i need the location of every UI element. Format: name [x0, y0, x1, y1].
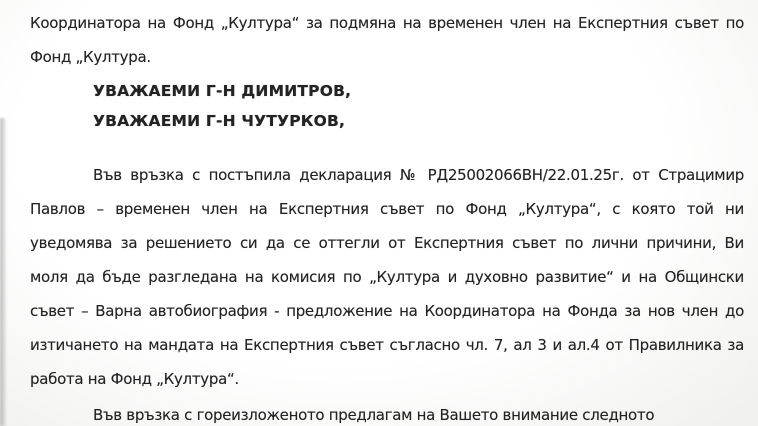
paragraph1-line-1: Във връзка с постъпила декларация № РД25002066ВН/22.01.25г. от Страцимир: [93, 166, 744, 184]
paragraph1-line-3: уведомява за решението си да се оттегли от Експертния съвет по лични причини, Ви: [30, 234, 744, 252]
paragraph1-line-6: изтичането на мандата на Експертния съвет съгласно чл. 7, ал 3 и ал.4 от Правилника за: [30, 336, 744, 354]
salutation-chuturkov: УВАЖАЕМИ Г-Н ЧУТУРКОВ,: [93, 112, 346, 130]
paragraph1-line-7: работа на Фонд „Култура“.: [30, 370, 239, 388]
page-edge-shadow: [0, 118, 7, 426]
intro-line-1: Координатора на Фонд „Култура“ за подмяна на временен член на Експертния съвет по: [30, 14, 744, 32]
body-paragraph-2: [30, 398, 744, 426]
intro-block: [30, 6, 744, 74]
body-paragraph-1: [30, 158, 744, 396]
intro-line-2: Фонд „Култура.: [30, 48, 151, 66]
paragraph1-line-4: моля да бъде разгледана на комисия по „Култура и духовно развитие“ и на Общински: [30, 268, 744, 286]
paragraph2-line-1: Във връзка с гореизложеното предлагам на Вашето внимание следното: [93, 406, 655, 424]
salutation-block: [30, 76, 744, 136]
salutation-dimitrov: УВАЖАЕМИ Г-Н ДИМИТРОВ,: [93, 82, 352, 100]
paragraph1-line-2: Павлов – временен член на Експертния съвет по Фонд „Култура“, с която той ни: [30, 200, 744, 218]
paragraph1-line-5: съвет – Варна автобиография - предложение на Координатора на Фонда за нов член до: [30, 302, 744, 320]
